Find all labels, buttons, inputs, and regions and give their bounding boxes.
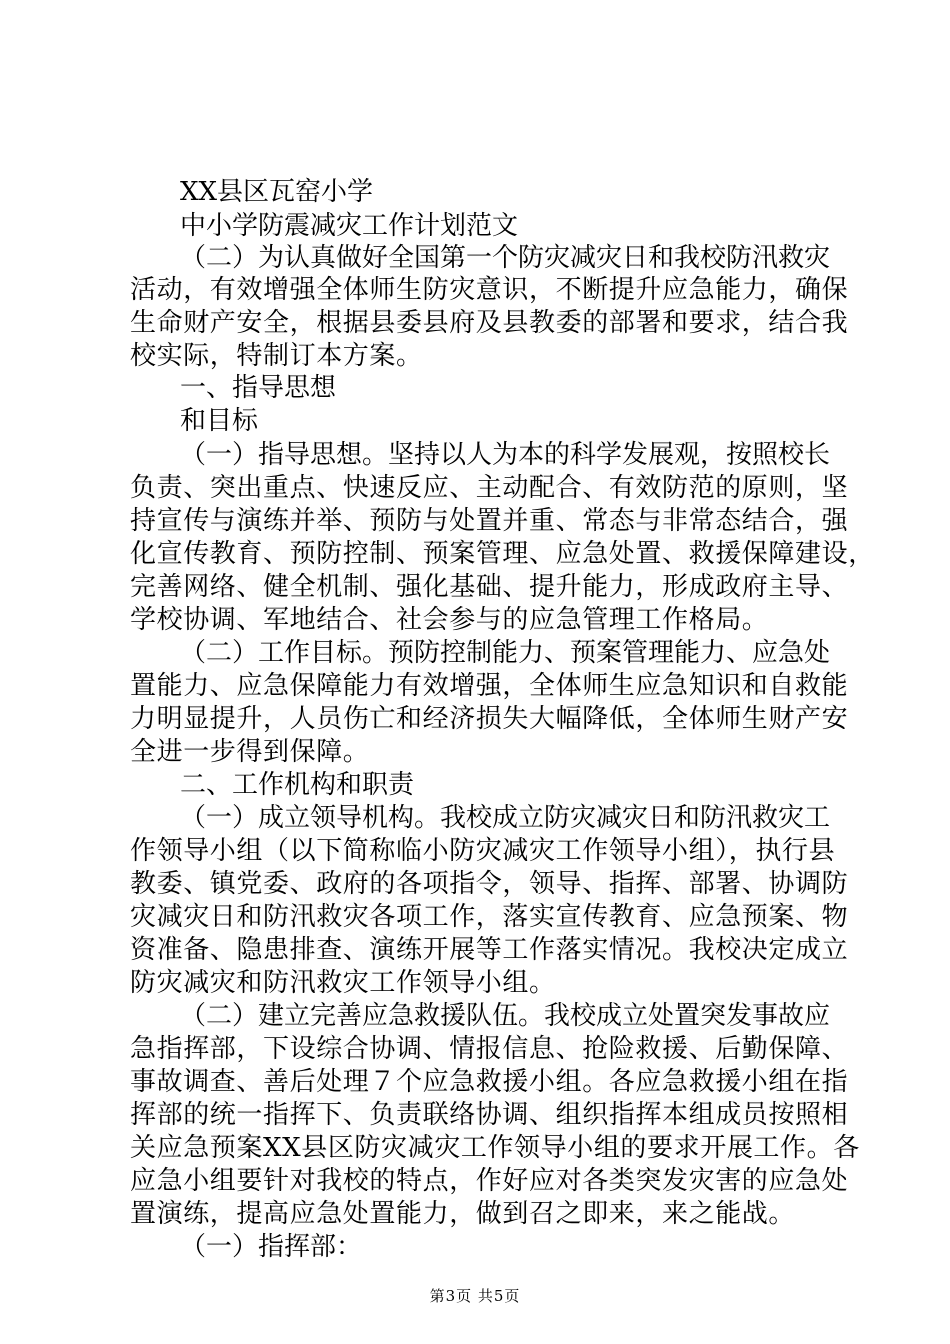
paragraph-line: 作领导小组（以下简称临小防灾减灾工作领导小组），执行县 <box>130 836 836 866</box>
paragraph-line: 挥部的统一指挥下、负责联络协调、组织指挥本组成员按照相 <box>130 1100 849 1130</box>
paragraph-line: 校实际，特制订本方案。 <box>130 341 423 371</box>
section-heading-continued: 和目标 <box>180 406 259 436</box>
paragraph-line: 置能力、应急保障能力有效增强，全体师生应急知识和自救能 <box>130 671 849 701</box>
subsection-heading: （一）指挥部： <box>180 1232 363 1262</box>
page-footer: 第3页 共5页 <box>429 1287 521 1305</box>
paragraph-line: 资准备、隐患排查、演练开展等工作落实情况。我校决定成立 <box>130 935 849 965</box>
paragraph-line: （一）指导思想。坚持以人为本的科学发展观，按照校长 <box>180 440 831 470</box>
paragraph-line: 生命财产安全，根据县委县府及县教委的部署和要求，结合我 <box>130 308 849 338</box>
paragraph-line: 学校协调、军地结合、社会参与的应急管理工作格局。 <box>130 605 769 635</box>
paragraph-line: 防灾减灾和防汛救灾工作领导小组。 <box>130 968 556 998</box>
paragraph-line: 完善网络、健全机制、强化基础、提升能力，形成政府主导、 <box>130 572 849 602</box>
paragraph-line: （一）成立领导机构。我校成立防灾减灾日和防汛救灾工 <box>180 803 831 833</box>
paragraph-line: （二）工作目标。预防控制能力、预案管理能力、应急处 <box>180 638 831 668</box>
paragraph-line: 持宣传与演练并举、预防与处置并重、常态与非常态结合，强 <box>130 506 849 536</box>
document-title: 中小学防震减灾工作计划范文 <box>180 211 519 241</box>
school-name: XX县区瓦窑小学 <box>180 177 374 207</box>
paragraph-line: 灾减灾日和防汛救灾各项工作，落实宣传教育、应急预案、物 <box>130 902 849 932</box>
paragraph-line: 置演练，提高应急处置能力，做到召之即来，来之能战。 <box>130 1199 796 1229</box>
paragraph-line: 关应急预案XX县区防灾减灾工作领导小组的要求开展工作。各 <box>130 1133 860 1163</box>
paragraph-line: 教委、镇党委、政府的各项指令，领导、指挥、部署、协调防 <box>130 869 849 899</box>
paragraph-line: 应急小组要针对我校的特点，作好应对各类突发灾害的应急处 <box>130 1166 849 1196</box>
paragraph-line: 负责、突出重点、快速反应、主动配合、有效防范的原则，坚 <box>130 473 849 503</box>
paragraph-line: 化宣传教育、预防控制、预案管理、应急处置、救援保障建设， <box>130 539 875 569</box>
paragraph-line: 全进一步得到保障。 <box>130 737 370 767</box>
paragraph-line: （二）为认真做好全国第一个防灾减灾日和我校防汛救灾 <box>180 243 831 273</box>
paragraph-line: 事故调查、善后处理７个应急救援小组。各应急救援小组在指 <box>130 1067 849 1097</box>
paragraph-line: （二）建立完善应急救援队伍。我校成立处置突发事故应 <box>180 1001 831 1031</box>
paragraph-line: 力明显提升，人员伤亡和经济损失大幅降低，全体师生财产安 <box>130 704 849 734</box>
paragraph-line: 急指挥部，下设综合协调、情报信息、抢险救援、后勤保障、 <box>130 1034 849 1064</box>
section-heading: 一、指导思想 <box>180 373 337 403</box>
section-heading: 二、工作机构和职责 <box>180 770 415 800</box>
paragraph-line: 活动，有效增强全体师生防灾意识，不断提升应急能力，确保 <box>130 275 849 305</box>
